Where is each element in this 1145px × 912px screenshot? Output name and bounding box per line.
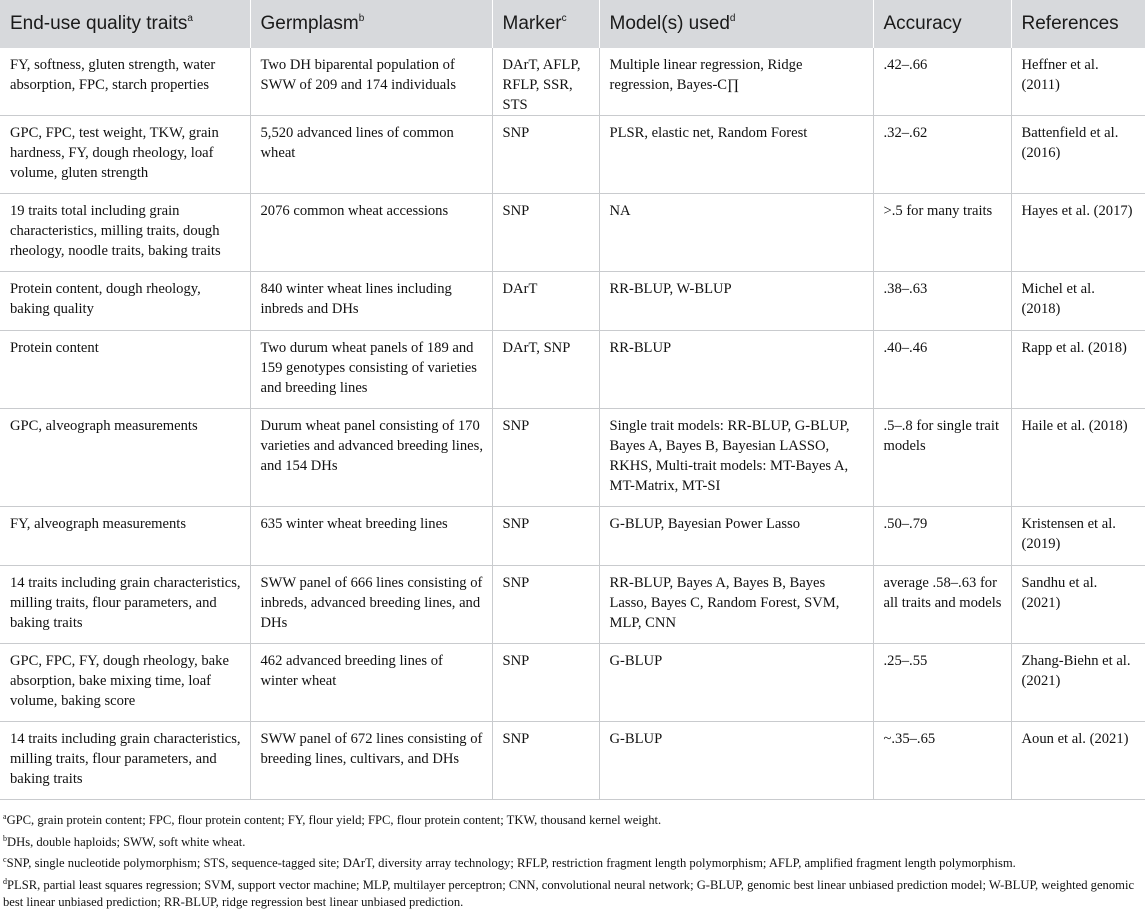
header-marker: Marker$^c$	[492, 0, 599, 48]
cell-models: PLSR, elastic net, Random Forest	[599, 116, 873, 194]
cell-marker: SNP	[492, 116, 599, 194]
cell-references: Aoun et al. (2021)	[1011, 722, 1145, 800]
cell-germplasm: 462 advanced breeding lines of winter wheat	[250, 644, 492, 722]
cell-traits: 19 traits total including grain characteristics, milling traits, dough rheology, noodle traits, baking traits	[0, 194, 250, 272]
cell-germplasm: 840 winter wheat lines including inbreds and DHs	[250, 272, 492, 331]
cell-traits: FY, alveograph measurements	[0, 507, 250, 566]
cell-traits: FY, softness, gluten strength, water absorption, FPC, starch properties	[0, 48, 250, 116]
cell-marker: SNP	[492, 566, 599, 644]
cell-traits: 14 traits including grain characteristics, milling traits, flour parameters, and baking traits	[0, 722, 250, 800]
cell-accuracy: .5–.8 for single trait models	[873, 409, 1011, 507]
cell-germplasm: 2076 common wheat accessions	[250, 194, 492, 272]
cell-germplasm: 635 winter wheat breeding lines	[250, 507, 492, 566]
cell-marker: DArT, SNP	[492, 331, 599, 409]
header-references: References	[1011, 0, 1145, 48]
header-germplasm: Germplasm$^b$	[250, 0, 492, 48]
table-row	[0, 644, 1145, 722]
header-row	[0, 0, 1145, 48]
cell-models: RR-BLUP, Bayes A, Bayes B, Bayes Lasso, Bayes C, Random Forest, SVM, MLP, CNN	[599, 566, 873, 644]
cell-accuracy: ~.35–.65	[873, 722, 1011, 800]
footnote-d: $^d$PLSR, partial least squares regression; SVM, support vector machine; MLP, multilayer perceptron; CNN, convolutional neural network; G-BLUP, genomic best linear unbiased prediction model; W-BLUP, weighted genomic best linear unbiased prediction; RR-BLUP, ridge regression best linear unbiased prediction.	[3, 876, 1135, 909]
cell-accuracy: >.5 for many traits	[873, 194, 1011, 272]
cell-models: NA	[599, 194, 873, 272]
cell-germplasm: SWW panel of 672 lines consisting of breeding lines, cultivars, and DHs	[250, 722, 492, 800]
cell-models: RR-BLUP	[599, 331, 873, 409]
cell-models: Multiple linear regression, Ridge regression, Bayes-C∏	[599, 48, 873, 116]
table-footnotes	[0, 800, 1145, 912]
cell-references: Battenfield et al. (2016)	[1011, 116, 1145, 194]
table-row	[0, 507, 1145, 566]
cell-marker: SNP	[492, 194, 599, 272]
cell-germplasm: Two DH biparental population of SWW of 209 and 174 individuals	[250, 48, 492, 116]
cell-germplasm: 5,520 advanced lines of common wheat	[250, 116, 492, 194]
header-models: Model(s) used$^d$	[599, 0, 873, 48]
cell-traits: Protein content, dough rheology, baking quality	[0, 272, 250, 331]
cell-marker: DArT, AFLP, RFLP, SSR, STS	[492, 48, 599, 116]
header-accuracy: Accuracy	[873, 0, 1011, 48]
cell-marker: SNP	[492, 644, 599, 722]
cell-traits: GPC, alveograph measurements	[0, 409, 250, 507]
table-row	[0, 331, 1145, 409]
cell-germplasm: Two durum wheat panels of 189 and 159 genotypes consisting of varieties and breeding lines	[250, 331, 492, 409]
cell-marker: SNP	[492, 507, 599, 566]
footnote-a: $^a$GPC, grain protein content; FPC, flour protein content; FY, flour yield; FPC, flour protein content; TKW, thousand kernel weight.	[3, 812, 662, 827]
cell-references: Michel et al. (2018)	[1011, 272, 1145, 331]
table-row	[0, 722, 1145, 800]
cell-germplasm: SWW panel of 666 lines consisting of inbreds, advanced breeding lines, and DHs	[250, 566, 492, 644]
cell-models: G-BLUP	[599, 644, 873, 722]
cell-marker: SNP	[492, 409, 599, 507]
cell-references: Zhang-Biehn et al. (2021)	[1011, 644, 1145, 722]
cell-accuracy: .40–.46	[873, 331, 1011, 409]
table-row	[0, 409, 1145, 507]
table-row	[0, 48, 1145, 116]
cell-models: Single trait models: RR-BLUP, G-BLUP, Bayes A, Bayes B, Bayesian LASSO, RKHS, Multi-trait models: MT-Bayes A, MT-Matrix, MT-SI	[599, 409, 873, 507]
cell-accuracy: .25–.55	[873, 644, 1011, 722]
table-row	[0, 194, 1145, 272]
cell-accuracy: average .58–.63 for all traits and models	[873, 566, 1011, 644]
cell-traits: Protein content	[0, 331, 250, 409]
cell-references: Heffner et al. (2011)	[1011, 48, 1145, 116]
footnote-b: $^b$DHs, double haploids; SWW, soft white wheat.	[3, 833, 246, 849]
cell-accuracy: .42–.66	[873, 48, 1011, 116]
cell-references: Hayes et al. (2017)	[1011, 194, 1145, 272]
cell-references: Haile et al. (2018)	[1011, 409, 1145, 507]
cell-marker: DArT	[492, 272, 599, 331]
cell-accuracy: .32–.62	[873, 116, 1011, 194]
footnote-c: $^c$SNP, single nucleotide polymorphism; STS, sequence-tagged site; DArT, diversity array technology; RFLP, restriction fragment length polymorphism; AFLP, amplified fragment length polymorphism.	[3, 855, 1016, 870]
header-traits: End-use quality traits$^a$	[0, 0, 250, 48]
cell-traits: 14 traits including grain characteristics, milling traits, flour parameters, and baking traits	[0, 566, 250, 644]
cell-traits: GPC, FPC, test weight, TKW, grain hardness, FY, dough rheology, loaf volume, gluten strength	[0, 116, 250, 194]
cell-models: RR-BLUP, W-BLUP	[599, 272, 873, 331]
cell-references: Rapp et al. (2018)	[1011, 331, 1145, 409]
cell-accuracy: .38–.63	[873, 272, 1011, 331]
table-row	[0, 272, 1145, 331]
cell-germplasm: Durum wheat panel consisting of 170 varieties and advanced breeding lines, and 154 DHs	[250, 409, 492, 507]
cell-traits: GPC, FPC, FY, dough rheology, bake absorption, bake mixing time, loaf volume, baking score	[0, 644, 250, 722]
table-row	[0, 116, 1145, 194]
table-row	[0, 566, 1145, 644]
cell-models: G-BLUP, Bayesian Power Lasso	[599, 507, 873, 566]
cell-references: Sandhu et al. (2021)	[1011, 566, 1145, 644]
cell-marker: SNP	[492, 722, 599, 800]
cell-models: G-BLUP	[599, 722, 873, 800]
cell-references: Kristensen et al. (2019)	[1011, 507, 1145, 566]
cell-accuracy: .50–.79	[873, 507, 1011, 566]
